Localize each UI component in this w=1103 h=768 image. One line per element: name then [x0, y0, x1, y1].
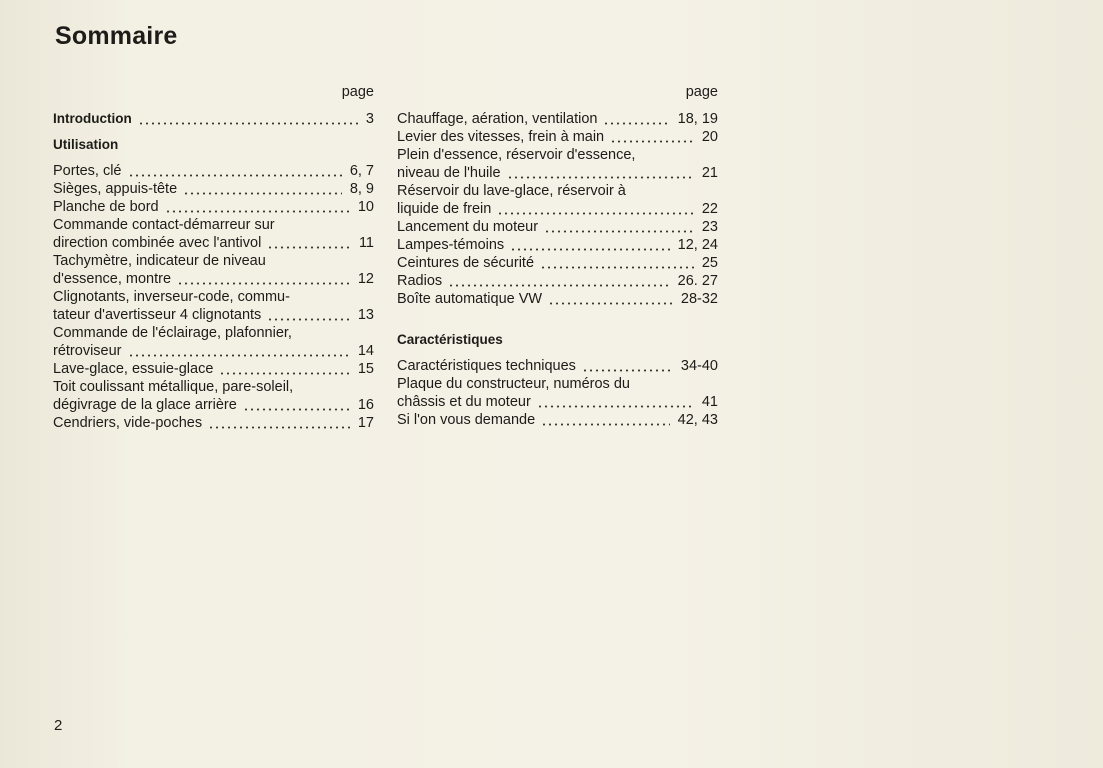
dot-leader	[548, 293, 673, 305]
toc-entry	[397, 110, 718, 128]
toc-entry-page: 25	[701, 255, 718, 271]
dot-leader	[128, 165, 342, 177]
toc-entry	[53, 162, 374, 180]
dot-leader	[177, 273, 350, 285]
toc-entry-title: Caractéristiques techniques	[397, 358, 576, 374]
toc-entry-title: Plaque du constructeur, numéros du	[397, 376, 630, 392]
toc-entry-page: 10	[357, 199, 374, 215]
toc-entry-title: Réservoir du lave-glace, réservoir à	[397, 183, 626, 199]
toc-entry-page: 41	[701, 394, 718, 410]
toc-entry-title: Portes, clé	[53, 163, 122, 179]
dot-leader	[603, 113, 669, 125]
toc-entry	[53, 396, 374, 414]
section-heading: Utilisation	[53, 137, 119, 152]
toc-entry-page: 11	[358, 235, 374, 251]
toc-entry-title: Plein d'essence, réservoir d'essence,	[397, 147, 636, 163]
page-column-label: page	[685, 84, 718, 100]
dot-leader	[267, 309, 350, 321]
dot-leader	[544, 221, 694, 233]
spacer	[53, 154, 374, 162]
toc-entry	[53, 198, 374, 216]
toc-entry-title: Si l'on vous demande	[397, 412, 536, 428]
toc-entry	[53, 342, 374, 360]
toc-entry-page: 34-40	[680, 358, 718, 374]
toc-entry-title: Clignotants, inverseur-code, commu-	[53, 289, 290, 305]
toc-entry-title: Radios	[397, 273, 443, 289]
toc-entry-title: Cendriers, vide-poches	[53, 415, 203, 431]
dot-leader	[219, 363, 349, 375]
toc-entry-page: 22	[701, 201, 718, 217]
toc-entry-page: 21	[701, 165, 718, 181]
dot-leader	[510, 239, 669, 251]
toc-entry-title: dégivrage de la glace arrière	[53, 397, 237, 413]
toc-entry-continuation	[53, 324, 374, 342]
toc-entry-page: 26. 27	[677, 273, 718, 289]
dot-leader	[183, 183, 342, 195]
dot-leader	[540, 257, 694, 269]
dot-leader	[507, 167, 694, 179]
toc-entry-page: 23	[701, 219, 718, 235]
toc-entry-continuation	[397, 182, 718, 200]
toc-entry-continuation	[397, 375, 718, 393]
spacer	[397, 308, 718, 331]
toc-entry-title: tateur d'avertisseur 4 clignotants	[53, 307, 262, 323]
toc-entry	[397, 290, 718, 308]
toc-entry-title: Levier des vitesses, frein à main	[397, 129, 605, 145]
toc-column-left	[53, 82, 374, 432]
toc-entry-title: Lave-glace, essuie-glace	[53, 361, 214, 377]
toc-entry-continuation	[53, 252, 374, 270]
toc-entry-title: Lampes-témoins	[397, 237, 505, 253]
toc-entry-page: 3	[365, 111, 374, 127]
toc-entry-title: Boîte automatique VW	[397, 291, 543, 307]
toc-entry-title: Chauffage, aération, ventilation	[397, 111, 598, 127]
toc-entry	[53, 306, 374, 324]
toc-entry	[397, 393, 718, 411]
toc-entry-page: 13	[357, 307, 374, 323]
toc-entry-continuation	[53, 288, 374, 306]
toc-entry	[397, 254, 718, 272]
dot-leader	[128, 345, 350, 357]
toc-entry-title: Introduction	[53, 111, 132, 126]
toc-entry	[53, 234, 374, 252]
dot-leader	[165, 201, 350, 213]
toc-entry-page: 12, 24	[677, 237, 718, 253]
toc-entry-title: direction combinée avec l'antivol	[53, 235, 262, 251]
toc-entry	[397, 164, 718, 182]
dot-leader	[610, 131, 694, 143]
toc-entry-page: 14	[357, 343, 374, 359]
toc-entry-page: 8, 9	[349, 181, 374, 197]
toc-entry	[53, 110, 374, 128]
toc-entry-title: Commande contact-démarreur sur	[53, 217, 275, 233]
toc-column-right	[397, 82, 718, 429]
toc-entry-continuation	[397, 146, 718, 164]
toc-entries-right	[397, 110, 718, 429]
toc-entry	[397, 200, 718, 218]
toc-entry-page: 42, 43	[677, 412, 718, 428]
toc-entry-page: 16	[357, 397, 374, 413]
toc-entry-continuation	[53, 216, 374, 234]
toc-entry	[53, 270, 374, 288]
dot-leader	[537, 396, 694, 408]
toc-entry-title: niveau de l'huile	[397, 165, 501, 181]
toc-entry-title: Planche de bord	[53, 199, 159, 215]
toc-entry	[397, 411, 718, 429]
toc-entries-left	[53, 110, 374, 432]
toc-entry-page: 15	[357, 361, 374, 377]
toc-entry-title: Commande de l'éclairage, plafonnier,	[53, 325, 292, 341]
dot-leader	[448, 275, 670, 287]
toc-entry-continuation	[53, 378, 374, 396]
page-column-label: page	[341, 84, 374, 100]
page-number: 2	[54, 717, 63, 734]
toc-entry-title: Sièges, appuis-tête	[53, 181, 178, 197]
toc-entry-title: d'essence, montre	[53, 271, 172, 287]
dot-leader	[582, 360, 673, 372]
toc-entry-title: liquide de frein	[397, 201, 492, 217]
toc-entry-page: 12	[357, 271, 374, 287]
toc-entry	[397, 128, 718, 146]
toc-entry-title: Toit coulissant métallique, pare-soleil,	[53, 379, 294, 395]
toc-entry-title: rétroviseur	[53, 343, 122, 359]
toc-entry-title: Tachymètre, indicateur de niveau	[53, 253, 266, 269]
toc-entry	[397, 357, 718, 375]
toc-entry	[53, 180, 374, 198]
dot-leader	[541, 414, 669, 426]
toc-entry-title: châssis et du moteur	[397, 394, 531, 410]
toc-entry-page: 17	[357, 415, 374, 431]
toc-entry-title: Ceintures de sécurité	[397, 255, 535, 271]
spacer	[53, 128, 374, 136]
toc-entry	[397, 272, 718, 290]
toc-entry	[53, 414, 374, 432]
toc-entry	[397, 236, 718, 254]
page-title: Sommaire	[55, 22, 178, 50]
dot-leader	[497, 203, 694, 215]
toc-entry-page: 20	[701, 129, 718, 145]
dot-leader	[267, 237, 351, 249]
toc-entry-title: Lancement du moteur	[397, 219, 539, 235]
spacer	[397, 349, 718, 357]
section-heading: Caractéristiques	[397, 332, 503, 347]
toc-entry	[397, 218, 718, 236]
dot-leader	[138, 113, 358, 125]
dot-leader	[243, 399, 350, 411]
dot-leader	[208, 417, 350, 429]
toc-entry-page: 28-32	[680, 291, 718, 307]
toc-entry-page: 6, 7	[349, 163, 374, 179]
toc-entry	[53, 360, 374, 378]
toc-entry-page: 18, 19	[677, 111, 718, 127]
